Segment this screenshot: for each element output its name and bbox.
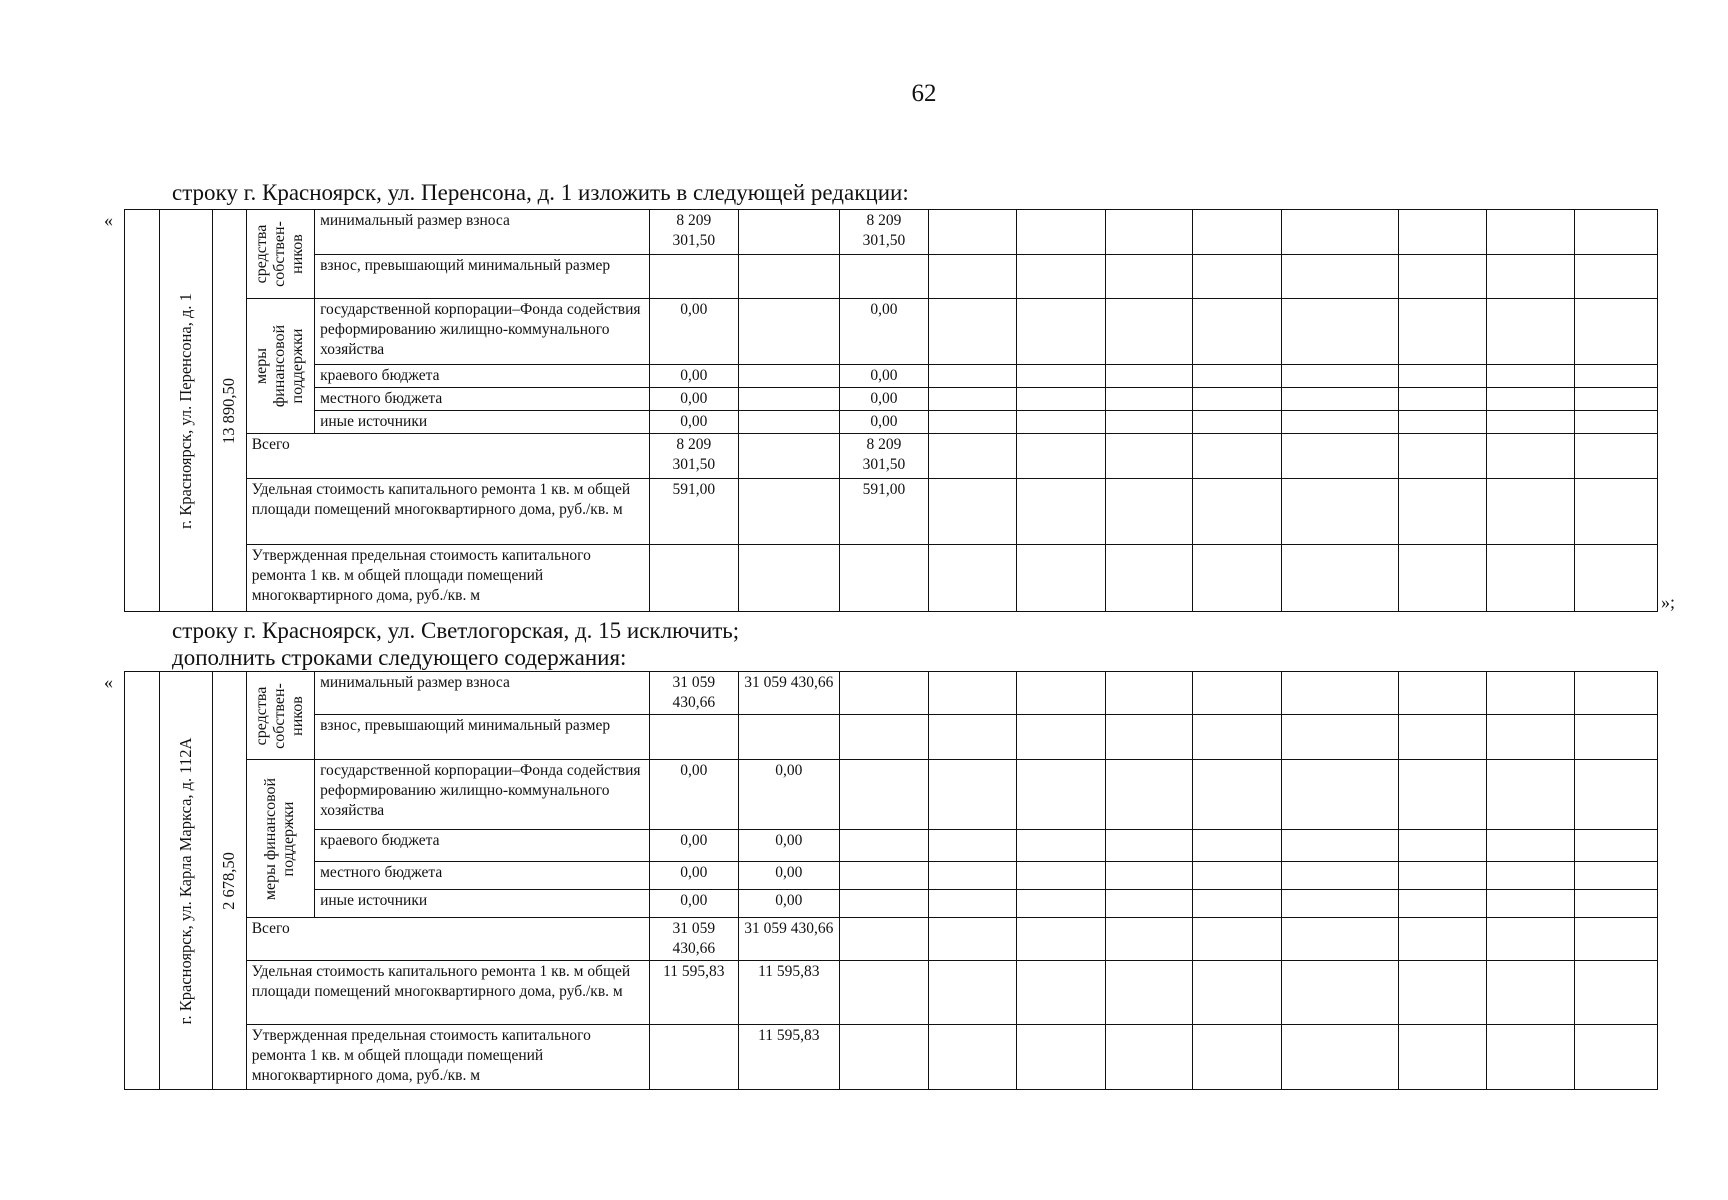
regional-label: краевого бюджета [315, 830, 650, 862]
other-value-a: 0,00 [650, 411, 739, 434]
table-row [125, 365, 1658, 388]
owners-funds-cell [246, 210, 314, 299]
table-row [125, 545, 1658, 612]
other-value-c: 0,00 [840, 411, 929, 434]
over-min-fee-label: взнос, превышающий минимальный размер [315, 715, 650, 760]
local-label: местного бюджета [315, 388, 650, 411]
min-fee-value-c: 8 209 301,50 [840, 210, 929, 255]
local-label: местного бюджета [315, 862, 650, 890]
table-row [125, 388, 1658, 411]
opening-quote-2: « [104, 672, 113, 692]
address-cell [160, 210, 212, 612]
regional-label: краевого бюджета [315, 365, 650, 388]
local-value-a: 0,00 [650, 388, 739, 411]
table-row [125, 672, 1658, 715]
owners-funds-label-1: средства [253, 686, 271, 745]
heading-edit-perenson: строку г. Красноярск, ул. Перенсона, д. 1 изложить в следующей редакции: [172, 180, 909, 205]
empty-cell [125, 210, 160, 612]
unit-cost-value-b: 11 595,83 [738, 961, 840, 1025]
over-min-fee-label: взнос, превышающий минимальный размер [315, 255, 650, 299]
total-value-a: 8 209 301,50 [650, 434, 739, 479]
total-value-b: 31 059 430,66 [738, 918, 840, 961]
owners-funds-label-2: собствен- [271, 221, 289, 287]
min-fee-value-a: 8 209 301,50 [650, 210, 739, 255]
local-value-b: 0,00 [738, 862, 840, 890]
support-label-2: финансовой [271, 324, 289, 408]
table-row [125, 760, 1658, 830]
page-number: 62 [911, 80, 937, 107]
table-row [125, 961, 1658, 1025]
table-row [125, 918, 1658, 961]
total-value-c: 8 209 301,50 [840, 434, 929, 479]
empty-cell [125, 672, 160, 1090]
fund-label: государственной корпорации–Фонда содействия реформированию жилищно-коммунального хозяйства [315, 760, 650, 830]
support-label-1: меры финансовой [262, 777, 280, 900]
address-cell [160, 672, 212, 1090]
local-value-a: 0,00 [650, 862, 739, 890]
heading-exclude-svetlogorskaya: строку г. Красноярск, ул. Светлогорская, д. 15 исключить; [172, 618, 740, 643]
unit-cost-label: Удельная стоимость капитального ремонта 1 кв. м общей площади помещений многоквартирного дома, руб./кв. м [246, 961, 649, 1025]
regional-value-a: 0,00 [650, 830, 739, 862]
table-row [125, 830, 1658, 862]
address-text: г. Красноярск, ул. Карла Маркса, д. 112А [175, 737, 195, 1024]
fund-value-b: 0,00 [738, 760, 840, 830]
table-row [125, 862, 1658, 890]
total-value-a: 31 059 430,66 [650, 918, 739, 961]
table-row [125, 1025, 1658, 1090]
unit-cost-label: Удельная стоимость капитального ремонта 1 кв. м общей площади помещений многоквартирного дома, руб./кв. м [246, 479, 649, 545]
other-label: иные источники [315, 411, 650, 434]
fund-value-a: 0,00 [650, 299, 739, 365]
owners-funds-label-3: ников [289, 695, 307, 736]
table-karla-marksa [124, 671, 1658, 1090]
table-row [125, 210, 1658, 255]
fund-label: государственной корпорации–Фонда содействия реформированию жилищно-коммунального хозяйства [315, 299, 650, 365]
other-label: иные источники [315, 890, 650, 918]
table-row [125, 255, 1658, 299]
min-fee-value-a: 31 059 430,66 [650, 672, 739, 715]
unit-cost-value-a: 591,00 [650, 479, 739, 545]
min-fee-label: минимальный размер взноса [315, 210, 650, 255]
table-row [125, 715, 1658, 760]
regional-value-c: 0,00 [840, 365, 929, 388]
owners-funds-cell [246, 672, 314, 760]
unit-cost-value-a: 11 595,83 [650, 961, 739, 1025]
limit-cost-label: Утвержденная предельная стоимость капитального ремонта 1 кв. м общей площади помещений многоквартирного дома, руб./кв. м [246, 545, 649, 612]
fund-value-a: 0,00 [650, 760, 739, 830]
table-row [125, 434, 1658, 479]
unit-cost-value-c: 591,00 [840, 479, 929, 545]
total-label: Всего [246, 918, 649, 961]
address-text: г. Красноярск, ул. Перенсона, д. 1 [175, 292, 195, 529]
area-text: 13 890,50 [219, 377, 239, 444]
fund-value-c: 0,00 [840, 299, 929, 365]
support-label-3: поддержки [289, 328, 307, 404]
area-cell [212, 672, 246, 1090]
table-row [125, 411, 1658, 434]
regional-value-a: 0,00 [650, 365, 739, 388]
other-value-b: 0,00 [738, 890, 840, 918]
limit-cost-value-b: 11 595,83 [738, 1025, 840, 1090]
owners-funds-label-1: средства [253, 224, 271, 284]
table-perenson [124, 209, 1658, 612]
financial-support-cell [246, 760, 314, 918]
owners-funds-label-3: ников [289, 234, 307, 274]
support-label-2: поддержки [280, 801, 298, 876]
area-cell [212, 210, 246, 612]
total-label: Всего [246, 434, 649, 479]
min-fee-value-b: 31 059 430,66 [738, 672, 840, 715]
regional-value-b: 0,00 [738, 830, 840, 862]
closing-quote: »; [1661, 592, 1676, 612]
local-value-c: 0,00 [840, 388, 929, 411]
table-row [125, 890, 1658, 918]
table-row [125, 479, 1658, 545]
opening-quote-1: « [104, 210, 113, 230]
area-text: 2 678,50 [219, 851, 239, 910]
min-fee-label: минимальный размер взноса [315, 672, 650, 715]
support-label-1: меры [253, 348, 271, 384]
financial-support-cell [246, 299, 314, 434]
owners-funds-label-2: собствен- [271, 682, 289, 749]
heading-add-rows: дополнить строками следующего содержания: [172, 645, 627, 670]
limit-cost-label: Утвержденная предельная стоимость капитального ремонта 1 кв. м общей площади помещений многоквартирного дома, руб./кв. м [246, 1025, 649, 1090]
other-value-a: 0,00 [650, 890, 739, 918]
table-row [125, 299, 1658, 365]
